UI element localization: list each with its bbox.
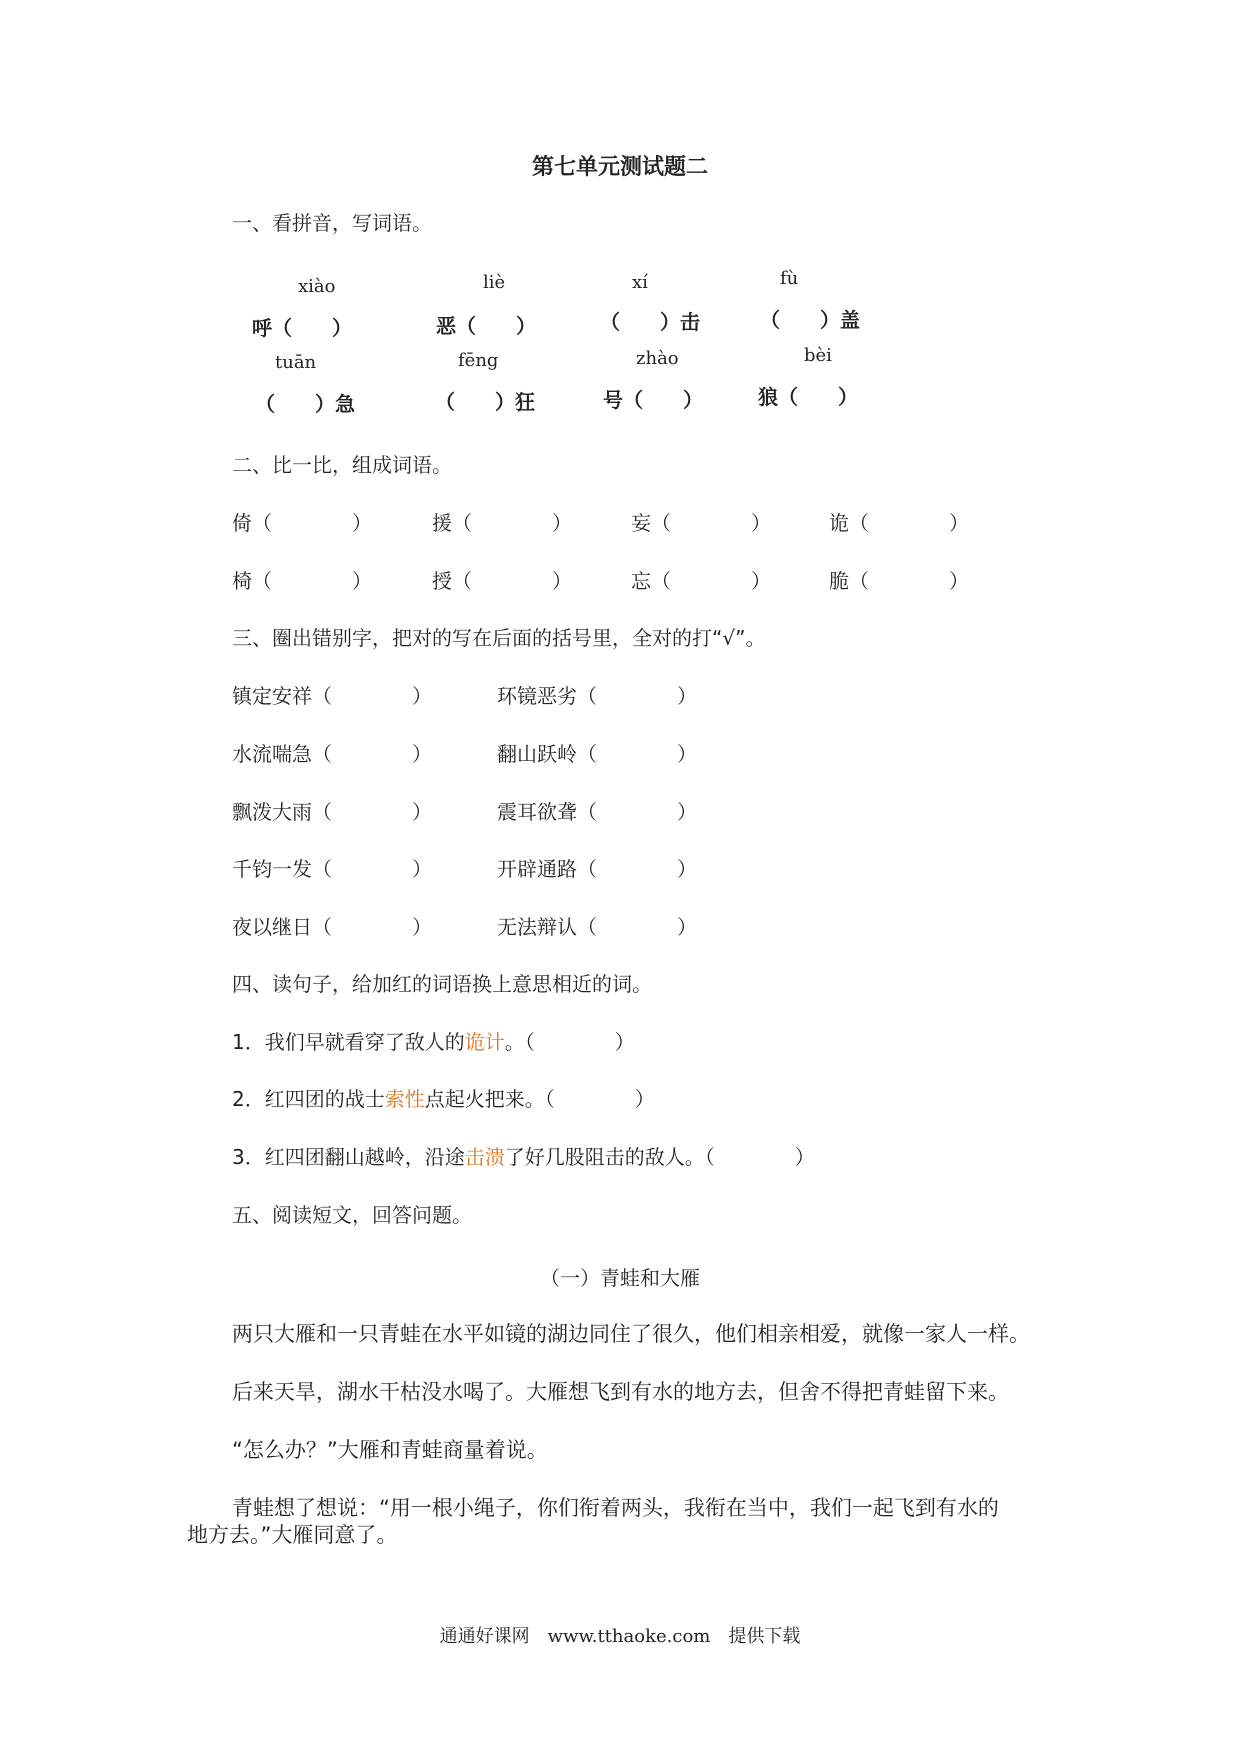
passage-paragraph: 两只大雁和一只青蛙在水平如镜的湖边同住了很久，他们相亲相爱，就像一家人一样。 xyxy=(232,1322,1030,1346)
sentence-text: 3．红四团翻山越岭，沿途 xyxy=(232,1145,465,1169)
compare-item: 妄（ ） xyxy=(631,511,771,535)
compare-item: 倚（ ） xyxy=(232,511,372,535)
section-1-heading: 一、看拼音，写词语。 xyxy=(232,211,432,235)
pinyin-label: bèi xyxy=(804,345,832,366)
compare-item: 援（ ） xyxy=(432,511,572,535)
sentence-1 xyxy=(232,1026,635,1055)
sentence-text: 。（ ） xyxy=(504,1030,635,1054)
typo-item: 千钧一发（ ） xyxy=(232,857,432,881)
typo-item: 开辟通路（ ） xyxy=(497,857,697,881)
passage-paragraph: 青蛙想了想说：“用一根小绳子，你们衔着两头，我衔在当中，我们一起飞到有水的 xyxy=(232,1496,999,1520)
compare-item: 诡（ ） xyxy=(829,511,969,535)
highlighted-word: 索性 xyxy=(384,1087,425,1111)
sentence-text: 2．红四团的战士 xyxy=(232,1087,385,1111)
typo-item: 镇定安祥（ ） xyxy=(232,684,432,708)
pinyin-label: xiào xyxy=(298,276,336,297)
typo-item: 环镜恶劣（ ） xyxy=(497,684,697,708)
word-blank: 号（ ） xyxy=(603,388,703,412)
word-blank: 呼（ ） xyxy=(252,316,352,340)
pinyin-label: fēng xyxy=(458,350,499,371)
passage-title: （一）青蛙和大雁 xyxy=(540,1266,700,1290)
pinyin-label: liè xyxy=(483,272,506,293)
typo-item: 水流喘急（ ） xyxy=(232,742,432,766)
compare-item: 脆（ ） xyxy=(829,569,969,593)
compare-item: 忘（ ） xyxy=(631,569,771,593)
pinyin-label: zhào xyxy=(636,348,679,369)
pinyin-label: fù xyxy=(780,268,799,289)
compare-item: 椅（ ） xyxy=(232,569,372,593)
word-blank: 恶（ ） xyxy=(436,314,536,338)
typo-item: 翻山跃岭（ ） xyxy=(497,742,697,766)
page-footer: 通通好课网 www.tthaoke.com 提供下载 xyxy=(439,1626,801,1647)
highlighted-word: 诡计 xyxy=(464,1030,505,1054)
highlighted-word: 击溃 xyxy=(464,1145,505,1169)
passage-paragraph: “怎么办？”大雁和青蛙商量着说。 xyxy=(232,1438,548,1462)
sentence-text: 1．我们早就看穿了敌人的 xyxy=(232,1030,465,1054)
typo-item: 夜以继日（ ） xyxy=(232,915,432,939)
word-blank: （ ）盖 xyxy=(760,308,860,332)
page-title: 第七单元测试题二 xyxy=(531,155,708,180)
typo-item: 无法辩认（ ） xyxy=(497,915,697,939)
sentence-3 xyxy=(232,1141,815,1170)
word-blank: 狼（ ） xyxy=(758,385,858,409)
sentence-text: 了好几股阻击的敌人。（ ） xyxy=(504,1145,815,1169)
sentence-2 xyxy=(232,1083,655,1112)
typo-item: 震耳欲聋（ ） xyxy=(497,800,697,824)
passage-paragraph: 后来天旱，湖水干枯没水喝了。大雁想飞到有水的地方去，但舍不得把青蛙留下来。 xyxy=(232,1380,1009,1404)
word-blank: （ ）击 xyxy=(600,310,700,334)
section-2-heading: 二、比一比，组成词语。 xyxy=(232,453,452,477)
section-5-heading: 五、阅读短文，回答问题。 xyxy=(232,1203,472,1227)
word-blank: （ ）急 xyxy=(255,392,355,416)
passage-paragraph: 地方去。”大雁同意了。 xyxy=(187,1523,398,1547)
typo-item: 飘泼大雨（ ） xyxy=(232,800,432,824)
section-4-heading: 四、读句子，给加红的词语换上意思相近的词。 xyxy=(232,972,652,996)
section-3-heading: 三、圈出错别字，把对的写在后面的括号里，全对的打“√”。 xyxy=(232,626,766,650)
sentence-text: 点起火把来。（ ） xyxy=(424,1087,655,1111)
pinyin-label: tuān xyxy=(275,352,317,373)
word-blank: （ ）狂 xyxy=(435,390,535,414)
compare-item: 授（ ） xyxy=(432,569,572,593)
pinyin-label: xí xyxy=(632,272,648,293)
